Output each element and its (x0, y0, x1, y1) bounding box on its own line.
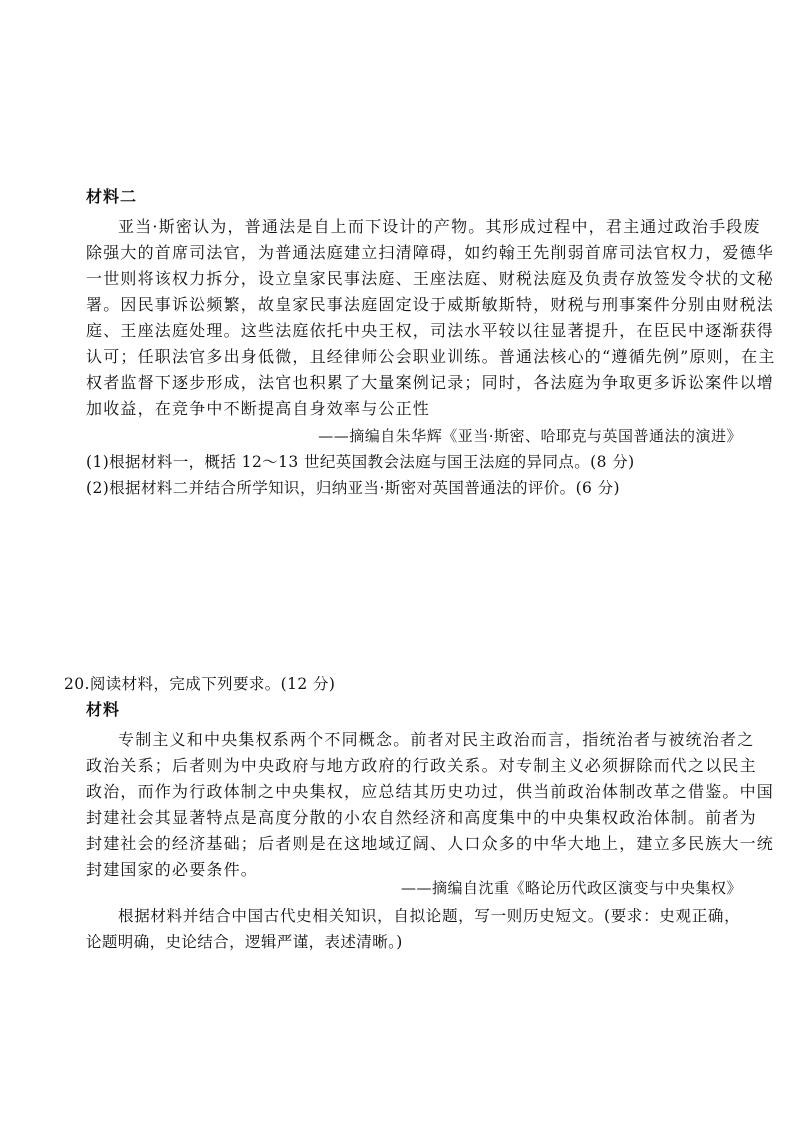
q20-source: ——摘编自沈重《略论历代政区演变与中央集权》 (400, 879, 742, 897)
q20-task-line: 根据材料并结合中国古代史相关知识，自拟论题，写一则历史短文。(要求：史观正确， (118, 907, 740, 925)
question-2: (2)根据材料二并结合所学知识，归纳亚当·斯密对英国普通法的评价。(6 分) (86, 479, 620, 497)
material2-line: 认可；任职法官多出身低微，且经律师公会职业训练。普通法核心的“遵循先例”原则，在主 (86, 347, 776, 366)
material2-line: 加收益，在竞争中不断提高自身效率与公正性 (86, 399, 431, 418)
q20-material-line: 封建社会其显著特点是高度分散的小农自然经济和高度集中的中央集权政治体制。前者为 (86, 808, 757, 827)
q20-material-line: 专制主义和中央集权系两个不同概念。前者对民主政治而言，指统治者与被统治者之 (118, 730, 755, 749)
q20-material-line: 封建社会的经济基础；后者则是在这地域辽阔、人口众多的中华大地上，建立多民族大一统 (86, 834, 775, 853)
q20-task-line: 论题明确，史论结合，逻辑严谨，表述清晰。) (86, 933, 403, 951)
material2-line: 庭、王座法庭处理。这些法庭依托中央王权，司法水平较以往显著提升，在臣民中逐渐获得 (86, 321, 775, 340)
question-20-title: 20.阅读材料，完成下列要求。(12 分) (64, 675, 336, 693)
q20-material-line: 政治关系；后者则为中央政府与地方政府的行政关系。对专制主义必须摒除而代之以民主 (86, 756, 757, 775)
material2-line: 权者监督下逐步形成，法官也积累了大量案例记录；同时，各法庭为争取更多诉讼案件以增 (86, 373, 775, 392)
material2-line: 一世则将该权力拆分，设立皇家民事法庭、王座法庭、财税法庭及负责存放签发令状的文秘 (86, 269, 775, 288)
question-1: (1)根据材料一，概括 12～13 世纪英国教会法庭与国王法庭的异同点。(8 分) (86, 453, 635, 471)
q20-material-heading: 材料 (86, 700, 121, 719)
material2-line: 亚当·斯密认为，普通法是自上而下设计的产物。其形成过程中，君主通过政治手段废 (118, 217, 761, 236)
material2-line: 署。因民事诉讼频繁，故皇家民事法庭固定设于威斯敏斯特，财税与刑事案件分别由财税法 (86, 295, 775, 314)
q20-material-line: 政治，而作为行政体制之中央集权，应总结其历史功过，供当前政治体制改革之借鉴。中国 (86, 782, 775, 801)
material2-line: 除强大的首席司法官，为普通法庭建立扫清障碍，如约翰王先削弱首席司法官权力，爱德华 (86, 243, 775, 262)
material2-heading: 材料二 (86, 187, 138, 206)
q20-material-line: 封建国家的必要条件。 (86, 860, 259, 879)
material2-source: ——摘编自朱华辉《亚当·斯密、哈耶克与英国普通法的演进》 (318, 427, 742, 445)
